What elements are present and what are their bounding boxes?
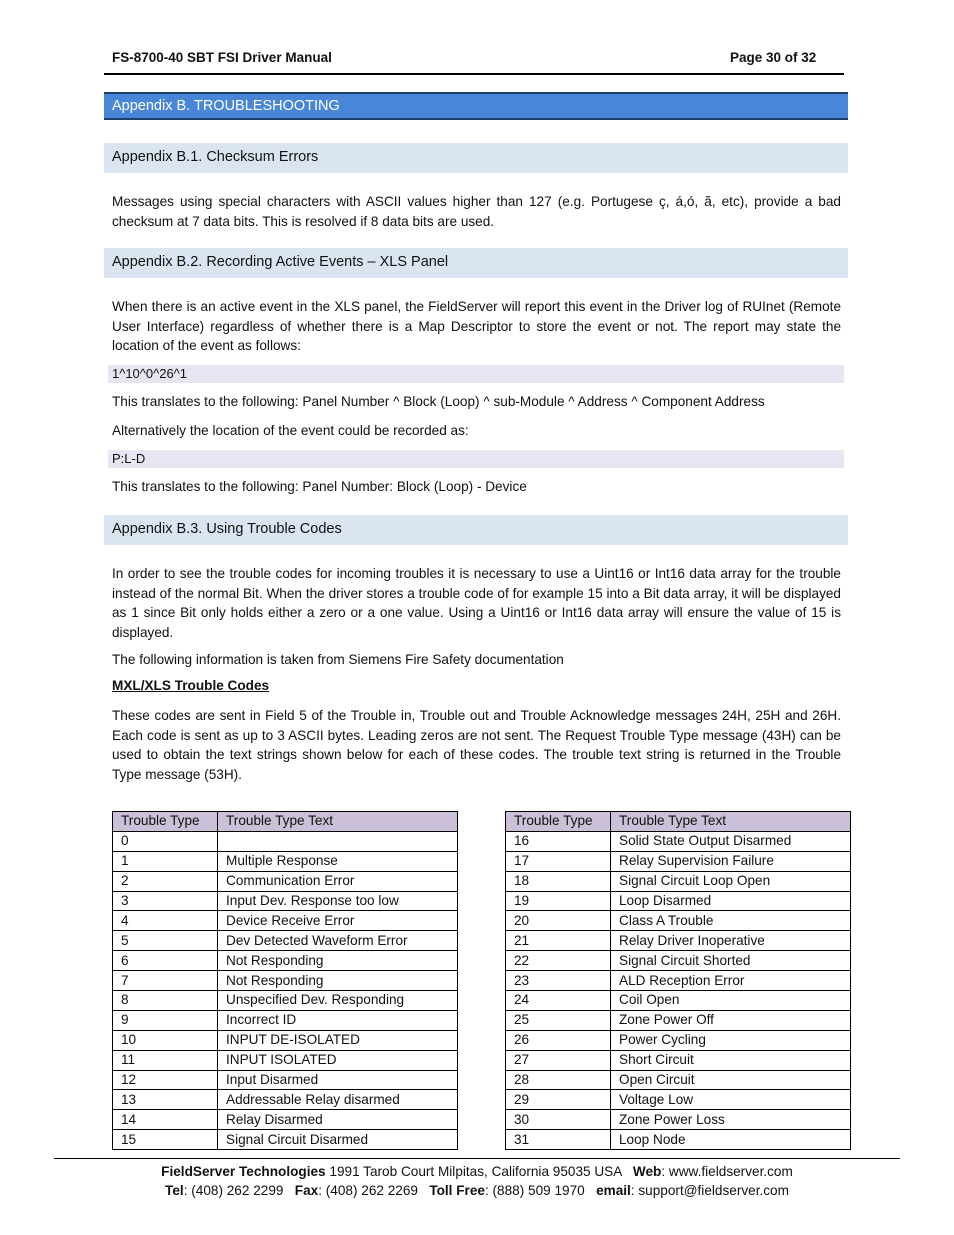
footer-email-label: email [596, 1183, 631, 1198]
section-heading-b3: Appendix B.3. Using Trouble Codes [104, 515, 848, 545]
trouble-type-code: 10 [113, 1030, 218, 1050]
document-title: FS-8700-40 SBT FSI Driver Manual [112, 50, 332, 65]
subheading-trouble-codes: MXL/XLS Trouble Codes [112, 678, 270, 693]
trouble-type-text: Relay Disarmed [218, 1110, 458, 1130]
column-header-type: Trouble Type [113, 812, 218, 832]
table-row [113, 831, 458, 851]
table-row [113, 1070, 458, 1090]
trouble-type-code: 18 [506, 871, 611, 891]
trouble-type-text: Addressable Relay disarmed [218, 1090, 458, 1110]
trouble-type-code: 8 [113, 991, 218, 1011]
paragraph-trouble-codes: In order to see the trouble codes for incoming troubles it is necessary to use a Uint16 or Int16 data array for the trouble instead of the normal Bit. When the driver stores a trouble code of for example 15 into a Bit data array, it will be displayed as 1 since Bit only holds either a zero or a one value. Using a Uint16 or Int16 data array will ensure the value of 15 is displayed. [112, 566, 841, 640]
trouble-type-text: Input Disarmed [218, 1070, 458, 1090]
trouble-type-code: 14 [113, 1110, 218, 1130]
trouble-codes-table-left [112, 811, 458, 1150]
header-divider [104, 73, 844, 75]
trouble-type-text: Power Cycling [611, 1030, 851, 1050]
table-row [506, 851, 851, 871]
table-row [506, 891, 851, 911]
trouble-type-code: 9 [113, 1010, 218, 1030]
trouble-type-text: Zone Power Loss [611, 1110, 851, 1130]
trouble-type-text: Unspecified Dev. Responding [218, 991, 458, 1011]
trouble-type-code: 2 [113, 871, 218, 891]
trouble-type-text: Not Responding [218, 971, 458, 991]
trouble-type-code: 11 [113, 1050, 218, 1070]
code-example-2: P:L-D [108, 450, 844, 468]
footer-tollfree: : (888) 509 1970 [484, 1183, 597, 1198]
trouble-type-text: Coil Open [611, 991, 851, 1011]
table-row [506, 1030, 851, 1050]
table-row [506, 991, 851, 1011]
table-row [113, 951, 458, 971]
table-row [506, 1090, 851, 1110]
table-header-row [506, 812, 851, 832]
table-row [113, 931, 458, 951]
footer-line-1 [0, 1164, 954, 1179]
trouble-type-text: Dev Detected Waveform Error [218, 931, 458, 951]
trouble-type-code: 3 [113, 891, 218, 911]
trouble-type-code: 17 [506, 851, 611, 871]
table-row [506, 1130, 851, 1150]
table-row [506, 1070, 851, 1090]
paragraph-codes-description: These codes are sent in Field 5 of the Trouble in, Trouble out and Trouble Acknowledge messages 24H, 25H and 26H. Each code is sent as up to 3 ASCII bytes. Leading zeros are not sent. The Request Trouble Type message (43H) can be used to obtain the text strings shown below for each of these codes. The trouble text string is returned in the Trouble Type message (53H). [112, 708, 841, 782]
code-example-1: 1^10^0^26^1 [108, 365, 844, 383]
trouble-type-text: Signal Circuit Loop Open [611, 871, 851, 891]
trouble-codes-table-right [505, 811, 851, 1150]
trouble-type-text: ALD Reception Error [611, 971, 851, 991]
table-row [506, 871, 851, 891]
table-header-row [113, 812, 458, 832]
trouble-type-code: 26 [506, 1030, 611, 1050]
trouble-type-code: 13 [113, 1090, 218, 1110]
footer-web: : www.fieldserver.com [661, 1164, 793, 1179]
table-row [506, 971, 851, 991]
page-number: Page 30 of 32 [730, 50, 817, 65]
footer-tel: : (408) 262 2299 [183, 1183, 295, 1198]
table-row [113, 1130, 458, 1150]
table-row [113, 1030, 458, 1050]
trouble-type-code: 27 [506, 1050, 611, 1070]
trouble-type-text: Communication Error [218, 871, 458, 891]
paragraph-source: The following information is taken from Siemens Fire Safety documentation [112, 652, 564, 667]
table-row [113, 911, 458, 931]
footer-web-label: Web [632, 1164, 662, 1179]
trouble-type-text: Class A Trouble [611, 911, 851, 931]
trouble-type-code: 24 [506, 991, 611, 1011]
footer-company: FieldServer Technologies [161, 1164, 326, 1179]
paragraph-active-events: When there is an active event in the XLS panel, the FieldServer will report this event in the Driver log of RUInet (Remote User Interface) regardless of whether there is a Map Descriptor to store the event or not. The report may state the location of the event as follows: [112, 299, 841, 353]
paragraph-translation-1: This translates to the following: Panel Number ^ Block (Loop) ^ sub-Module ^ Address ^ Component Address [112, 394, 765, 409]
trouble-type-text: Incorrect ID [218, 1010, 458, 1030]
table-row [113, 991, 458, 1011]
trouble-type-code: 21 [506, 931, 611, 951]
table-row [113, 1010, 458, 1030]
trouble-type-text: Short Circuit [611, 1050, 851, 1070]
paragraph-alternative: Alternatively the location of the event could be recorded as: [112, 423, 469, 438]
trouble-type-code: 25 [506, 1010, 611, 1030]
trouble-type-text: Voltage Low [611, 1090, 851, 1110]
trouble-type-code: 29 [506, 1090, 611, 1110]
table-row [113, 851, 458, 871]
trouble-type-text: INPUT DE-ISOLATED [218, 1030, 458, 1050]
trouble-type-code: 19 [506, 891, 611, 911]
trouble-type-text: Zone Power Off [611, 1010, 851, 1030]
trouble-type-text: Solid State Output Disarmed [611, 831, 851, 851]
trouble-type-code: 0 [113, 831, 218, 851]
table-row [506, 951, 851, 971]
table-row [506, 1050, 851, 1070]
trouble-type-code: 6 [113, 951, 218, 971]
section-heading-b2: Appendix B.2. Recording Active Events – XLS Panel [104, 248, 848, 278]
trouble-type-code: 23 [506, 971, 611, 991]
trouble-type-code: 12 [113, 1070, 218, 1090]
trouble-type-text: Multiple Response [218, 851, 458, 871]
table-row [506, 1010, 851, 1030]
trouble-type-code: 31 [506, 1130, 611, 1150]
trouble-type-text: Relay Driver Inoperative [611, 931, 851, 951]
paragraph-translation-2: This translates to the following: Panel Number: Block (Loop) - Device [112, 479, 527, 494]
trouble-type-text: Not Responding [218, 951, 458, 971]
trouble-type-text: Loop Disarmed [611, 891, 851, 911]
trouble-type-text: Device Receive Error [218, 911, 458, 931]
trouble-type-code: 5 [113, 931, 218, 951]
column-header-text: Trouble Type Text [218, 812, 458, 832]
table-row [113, 1110, 458, 1130]
trouble-type-code: 1 [113, 851, 218, 871]
trouble-type-text: INPUT ISOLATED [218, 1050, 458, 1070]
trouble-type-text [218, 831, 458, 851]
footer-tel-label: Tel [165, 1183, 184, 1198]
trouble-type-code: 30 [506, 1110, 611, 1130]
column-header-text: Trouble Type Text [611, 812, 851, 832]
trouble-type-code: 4 [113, 911, 218, 931]
footer-fax: : (408) 262 2269 [318, 1183, 430, 1198]
footer-address: 1991 Tarob Court Milpitas, California 95035 USA [325, 1164, 633, 1179]
trouble-type-text: Open Circuit [611, 1070, 851, 1090]
section-heading-b1: Appendix B.1. Checksum Errors [104, 143, 848, 173]
trouble-type-code: 22 [506, 951, 611, 971]
paragraph-checksum: Messages using special characters with ASCII values higher than 127 (e.g. Portugese ç, á,ó, ã, etc), provide a bad checksum at 7 data bits. This is resolved if 8 data bits are used. [112, 194, 841, 229]
table-row [113, 891, 458, 911]
column-header-type: Trouble Type [506, 812, 611, 832]
trouble-type-text: Signal Circuit Shorted [611, 951, 851, 971]
footer-email: : support@fieldserver.com [630, 1183, 789, 1198]
trouble-type-text: Input Dev. Response too low [218, 891, 458, 911]
footer-divider [54, 1158, 900, 1159]
trouble-type-code: 7 [113, 971, 218, 991]
trouble-type-code: 15 [113, 1130, 218, 1150]
table-row [506, 911, 851, 931]
table-row [113, 871, 458, 891]
footer-tollfree-label: Toll Free [429, 1183, 485, 1198]
table-row [113, 1050, 458, 1070]
table-row [506, 931, 851, 951]
trouble-type-code: 20 [506, 911, 611, 931]
table-row [113, 971, 458, 991]
appendix-heading: Appendix B. TROUBLESHOOTING [104, 92, 848, 120]
table-row [506, 831, 851, 851]
footer-fax-label: Fax [294, 1183, 319, 1198]
trouble-type-text: Loop Node [611, 1130, 851, 1150]
table-row [506, 1110, 851, 1130]
trouble-type-code: 16 [506, 831, 611, 851]
footer-line-2 [0, 1183, 954, 1198]
trouble-type-code: 28 [506, 1070, 611, 1090]
trouble-type-text: Signal Circuit Disarmed [218, 1130, 458, 1150]
trouble-type-text: Relay Supervision Failure [611, 851, 851, 871]
table-row [113, 1090, 458, 1110]
